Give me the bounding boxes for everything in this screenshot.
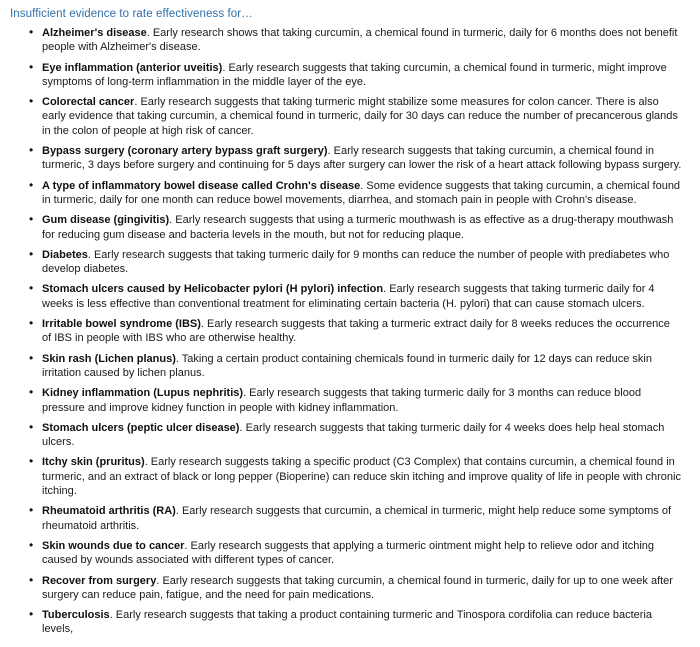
condition-name: Recover from surgery (42, 574, 157, 587)
condition-description: . Early research suggests that taking curcumin, a chemical found in turmeric, daily for up to one week after surgery can reduce pain, fatigue, and the need for pain medications. (42, 574, 673, 601)
condition-name: Colorectal cancer (42, 96, 135, 109)
list-item (42, 421, 690, 450)
condition-description: . Early research suggests that taking turmeric daily for 4 weeks is less effective than conventional treatment for eliminating certain bacteria (H. pylori) that can cause stomach ulcers. (42, 283, 655, 310)
list-item (42, 61, 690, 90)
list-item (42, 317, 690, 346)
list-item (42, 386, 690, 415)
condition-name: Tuberculosis (42, 609, 110, 622)
condition-name: Itchy skin (pruritus) (42, 456, 145, 469)
condition-name: Eye inflammation (anterior uveitis) (42, 61, 223, 74)
condition-description: . Early research suggests that taking turmeric might stabilize some measures for colon cancer. There is also early evidence that taking curcumin, a chemical found in turmeric, daily for 30 days can reduce the number of precancerous glands in the colon of people at high risk of cancer. (42, 96, 678, 137)
condition-description: . Early research suggests that taking a turmeric extract daily for 8 weeks reduces the occurrence of IBS in people with IBS who are otherwise healthy. (42, 318, 670, 345)
list-item (42, 248, 690, 277)
list-item (42, 144, 690, 173)
condition-description: . Early research suggests that using a turmeric mouthwash is as effective as a drug‐therapy mouthwash for reducing gum disease and bacteria levels in the mouth, but not for reducing plaque. (42, 214, 674, 241)
condition-description: . Early research suggests that taking curcumin, a chemical found in turmeric, 3 days before surgery and continuing for 5 days after surgery can lower the risk of a heart attack following bypass surgery. (42, 145, 682, 172)
list-item (42, 352, 690, 381)
condition-description: . Early research suggests that taking a product containing turmeric and Tinospora cordifolia can reduce bacteria levels, (42, 609, 653, 636)
condition-description: . Early research suggests that taking turmeric daily for 4 weeks does help heal stomach ulcers. (42, 421, 665, 449)
page-title: Insufficient evidence to rate effectiveness for… (10, 8, 253, 20)
list-item (42, 455, 690, 498)
list-item (42, 213, 690, 242)
list-item (42, 179, 690, 208)
condition-description: . Early research suggests that taking curcumin, a chemical found in turmeric, might improve symptoms of long‐term inflammation in the middle layer of the eye. (42, 61, 667, 88)
condition-name: Skin rash (Lichen planus) (42, 352, 176, 365)
list-item (42, 608, 690, 637)
list-item (42, 26, 690, 55)
list-item (42, 539, 690, 568)
condition-description: . Taking a certain product containing chemicals found in turmeric daily for 12 days can reduce skin irritation caused by lichen planus. (42, 352, 652, 379)
condition-description: . Early research shows that taking curcumin, a chemical found in turmeric, daily for 6 months does not benefit people with Alzheimer's disease. (42, 27, 678, 54)
condition-name: Irritable bowel syndrome (IBS) (42, 318, 201, 331)
list-item (42, 282, 690, 311)
list-item (42, 574, 690, 603)
condition-description: . Early research suggests that taking turmeric daily for 3 months can reduce blood pressure and improve kidney function in people with kidney inflammation. (42, 387, 642, 414)
list-item (42, 504, 690, 533)
condition-name: Rheumatoid arthritis (RA) (42, 505, 176, 518)
condition-name: Kidney inflammation (Lupus nephritis) (42, 387, 244, 400)
condition-description: . Some evidence suggests that taking curcumin, a chemical found in turmeric, daily for one month can reduce bowel movements, diarrhea, and stomach pain in people with Crohn's disease. (42, 179, 681, 206)
conditions-list (8, 26, 690, 637)
condition-description: . Early research suggests that taking turmeric daily for 9 months can reduce the number of people with prediabetes who develop diabetes. (42, 248, 670, 276)
condition-name: Gum disease (gingivitis) (42, 214, 170, 227)
condition-name: Skin wounds due to cancer (42, 539, 185, 552)
condition-description: . Early research suggests taking a specific product (C3 Complex) that contains curcumin, a chemical found in turmeric, and an extract of black or long pepper (Bioperine) can reduce skin itching and improve quality of life in people with chronic itching. (42, 456, 681, 498)
condition-description: . Early research suggests that applying a turmeric ointment might help to relieve odor and itching caused by wounds associated with different types of cancer. (42, 539, 655, 567)
condition-name: Bypass surgery (coronary artery bypass graft surgery) (42, 145, 328, 158)
condition-description: . Early research suggests that curcumin, a chemical in turmeric, might help reduce some symptoms of rheumatoid arthritis. (42, 505, 672, 532)
condition-name: A type of inflammatory bowel disease called Crohn's disease (42, 179, 361, 192)
condition-name: Diabetes (42, 248, 88, 261)
condition-name: Stomach ulcers (peptic ulcer disease) (42, 421, 240, 434)
list-item (42, 95, 690, 138)
condition-name: Alzheimer's disease (42, 27, 147, 39)
condition-name: Stomach ulcers caused by Helicobacter pylori (H pylori) infection (42, 283, 384, 296)
